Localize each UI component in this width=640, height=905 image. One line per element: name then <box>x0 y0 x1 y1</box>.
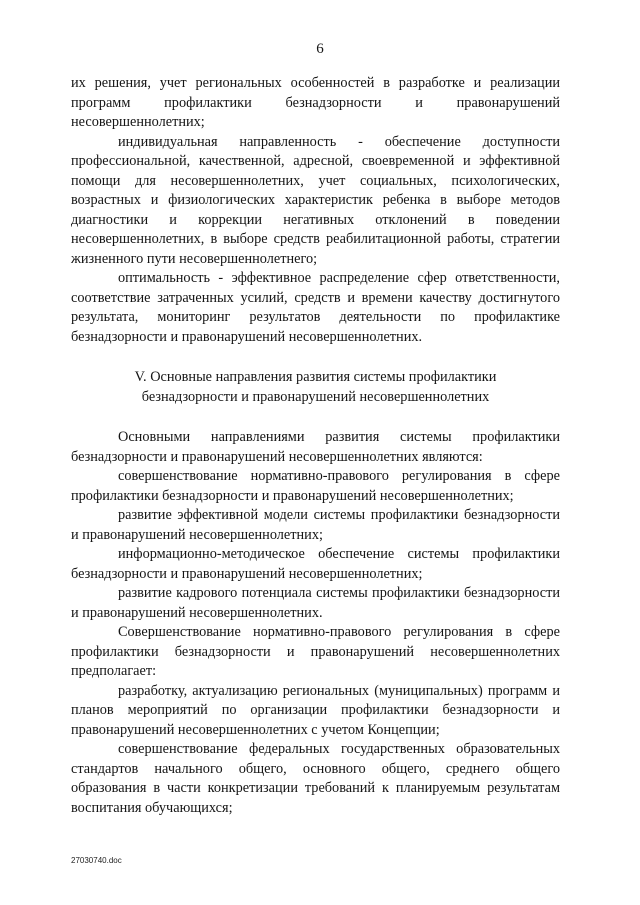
paragraph: информационно-методическое обеспечение системы профилактики безнадзорности и правонарушений несовершеннолетних; <box>71 546 560 582</box>
paragraph: индивидуальная направленность - обеспечение доступности профессиональной, качественной, адресной, своевременной и эффективной помощи для несовершеннолетних, учет социальных, психологических, возрастных и физиологических характеристик ребенка в выборе методов диагностики и коррекции негативных отклонений в поведении несовершеннолетних, в выборе средств реабилитационной работы, стратегии жизненного пути несовершеннолетнего; <box>71 133 560 267</box>
paragraph: развитие кадрового потенциала системы профилактики безнадзорности и правонарушений несовершеннолетних. <box>71 585 560 621</box>
paragraph: развитие эффективной модели системы профилактики безнадзорности и правонарушений несовершеннолетних; <box>71 507 560 543</box>
document-body <box>71 74 560 818</box>
paragraph: Совершенствование нормативно-правового регулирования в сфере профилактики безнадзорности и правонарушений несовершеннолетних предполагает: <box>71 624 560 679</box>
paragraph: оптимальность - эффективное распределение сфер ответственности, соответствие затраченных усилий, средств и времени качеству достигнутого результата, мониторинг результатов деятельности по профилактике безнадзорности и правонарушений несовершеннолетних. <box>71 270 560 345</box>
page-number: 6 <box>316 41 324 57</box>
paragraph: разработку, актуализацию региональных (муниципальных) программ и планов мероприятий по организации профилактики безнадзорности и правонарушений несовершеннолетних с учетом Концепции; <box>71 682 560 738</box>
section-heading <box>71 368 560 407</box>
section-heading-line: V. Основные направления развития системы профилактики <box>134 369 497 385</box>
section-heading-line: безнадзорности и правонарушений несовершеннолетних <box>141 388 490 405</box>
paragraph: Основными направлениями развития системы профилактики безнадзорности и правонарушений несовершеннолетних являются: <box>71 429 560 465</box>
paragraph: совершенствование федеральных государственных образовательных стандартов начального общего, основного общего, среднего общего образования в части конкретизации требований к планируемым результатам воспитания обучающихся; <box>71 741 560 816</box>
paragraph: их решения, учет региональных особенностей в разработке и реализации программ профилактики безнадзорности и правонарушений несовершеннолетних; <box>71 75 560 130</box>
document-filename: 27030740.doc <box>71 856 122 865</box>
paragraph: совершенствование нормативно-правового регулирования в сфере профилактики безнадзорности и правонарушений несовершеннолетних; <box>71 468 560 504</box>
